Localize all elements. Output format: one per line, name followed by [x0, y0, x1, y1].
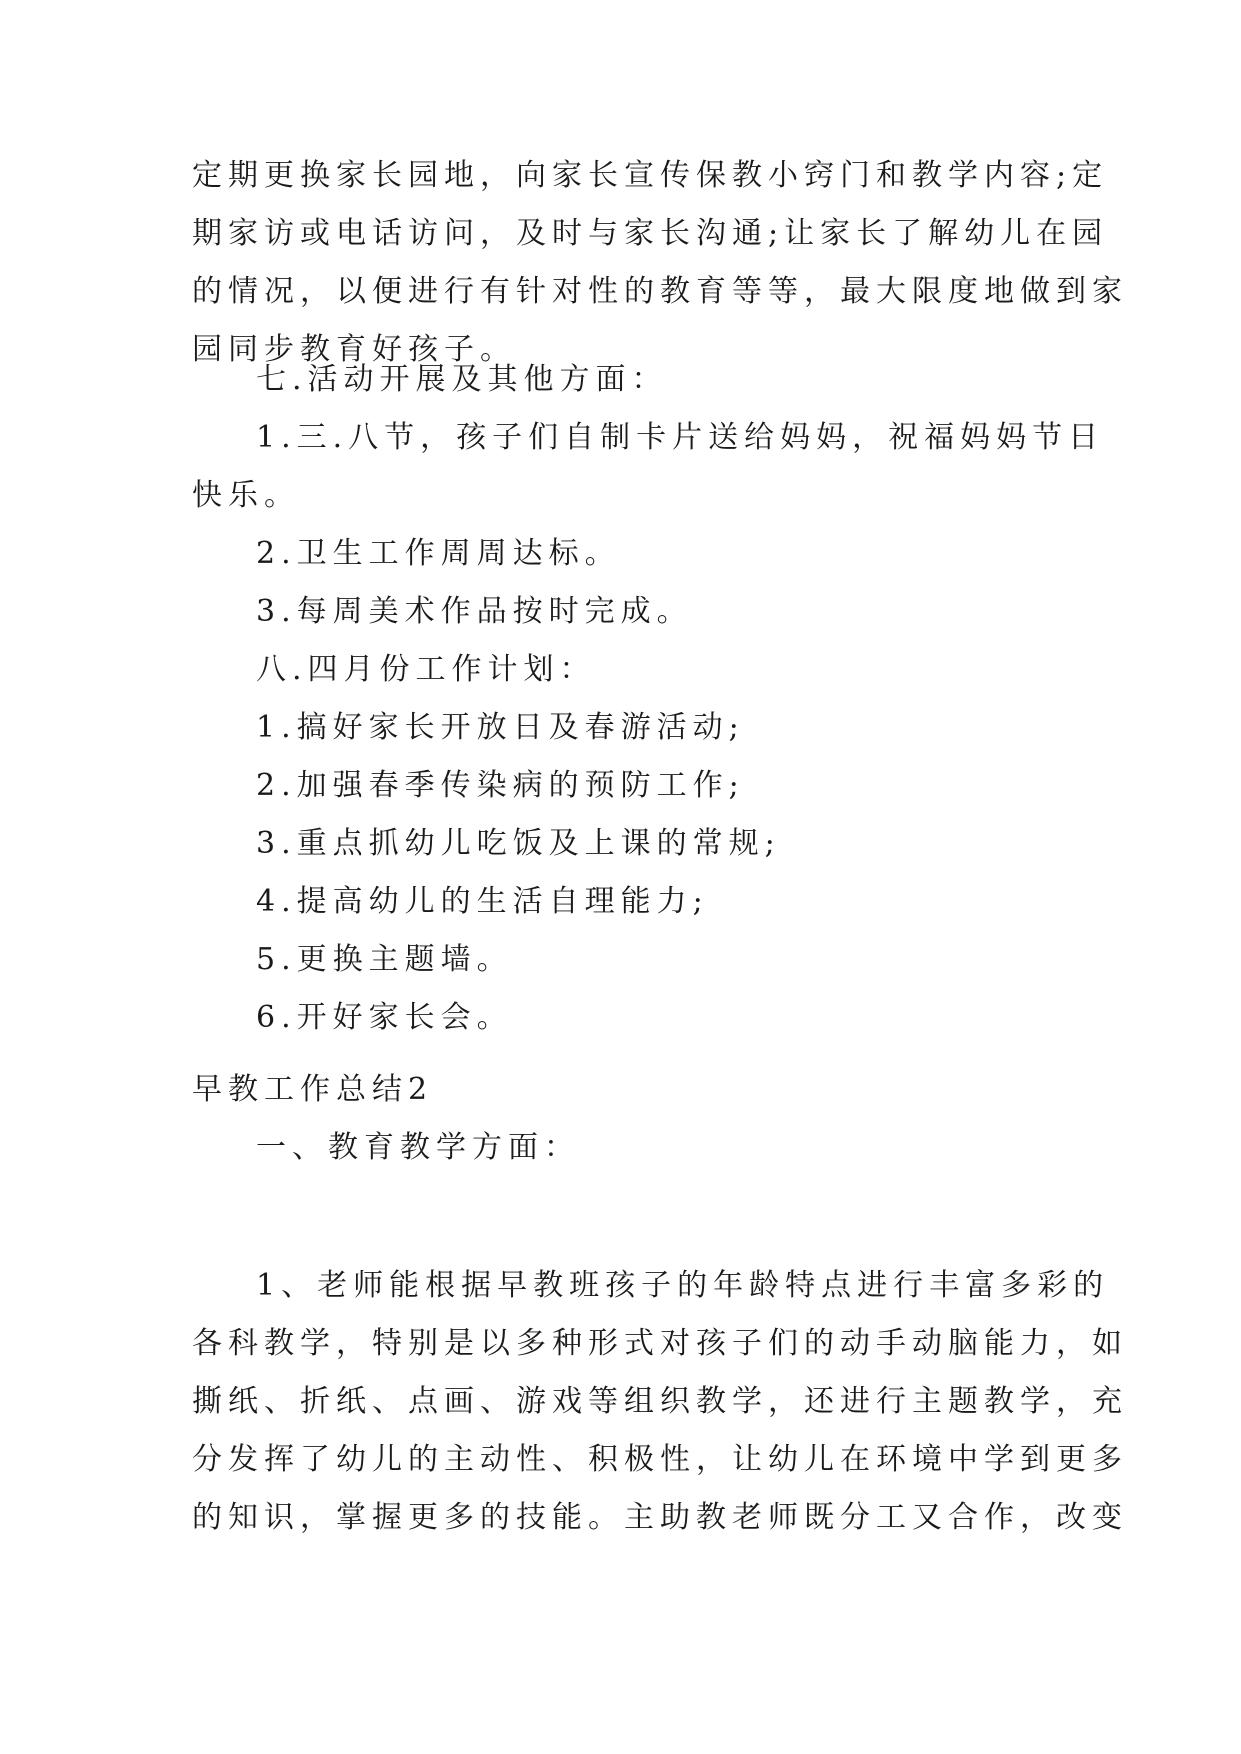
doc2-paragraph-1 [192, 1256, 1128, 1546]
list-item: 4.提高幼儿的生活自理能力; [256, 884, 709, 919]
text-line: 撕纸、折纸、点画、游戏等组织教学，还进行主题教学，充 [192, 1384, 1128, 1419]
list-item: 5.更换主题墙。 [256, 942, 513, 977]
section-7-heading: 七.活动开展及其他方面： [256, 362, 668, 397]
list-item: 3.每周美术作品按时完成。 [256, 594, 693, 629]
list-item-continuation: 快乐。 [192, 478, 300, 513]
list-item: 2.加强春季传染病的预防工作; [256, 768, 745, 803]
section-8-heading: 八.四月份工作计划： [256, 652, 596, 687]
list-item: 3.重点抓幼儿吃饭及上课的常规; [256, 826, 781, 861]
section-7 [192, 350, 1105, 640]
paragraph-home-contact [192, 146, 1128, 378]
text-line: 园同步教育好孩子。 [192, 332, 516, 367]
text-line: 各科教学，特别是以多种形式对孩子们的动手动脑能力，如 [192, 1326, 1128, 1361]
list-item: 6.开好家长会。 [256, 1000, 513, 1035]
text-line: 的情况，以便进行有针对性的教育等等，最大限度地做到家 [192, 274, 1128, 309]
text-line: 定期更换家长园地，向家长宣传保教小窍门和教学内容;定 [192, 158, 1109, 193]
doc2-header [192, 1060, 1056, 1176]
text-line: 的知识，掌握更多的技能。主助教老师既分工又合作，改变 [192, 1500, 1128, 1535]
section-8 [192, 640, 1056, 1046]
list-item: 1.三.八节，孩子们自制卡片送给妈妈，祝福妈妈节日 [256, 420, 1105, 455]
list-item: 2.卫生工作周周达标。 [256, 536, 621, 571]
list-item: 1.搞好家长开放日及春游活动; [256, 710, 745, 745]
text-line: 分发挥了幼儿的主动性、积极性，让幼儿在环境中学到更多 [192, 1442, 1128, 1477]
text-line: 期家访或电话访问，及时与家长沟通;让家长了解幼儿在园 [192, 216, 1109, 251]
doc2-section-1-heading: 一、教育教学方面： [256, 1130, 580, 1165]
doc2-title: 早教工作总结2 [192, 1072, 434, 1107]
text-line: 1、老师能根据早教班孩子的年龄特点进行丰富多彩的 [256, 1268, 1110, 1303]
